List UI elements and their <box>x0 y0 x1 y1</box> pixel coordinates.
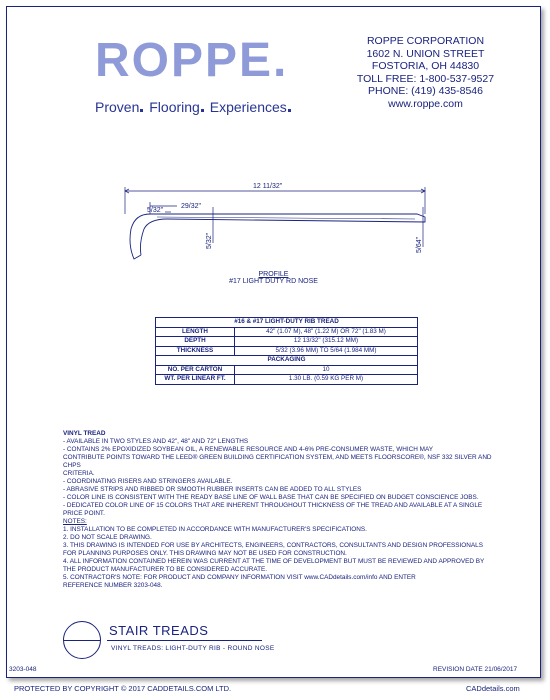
table-row <box>156 327 418 337</box>
list-item: FOR PLANNING PURPOSES ONLY. THIS DRAWING MAY NOT BE USED FOR CONSTRUCTION. <box>63 550 347 557</box>
spec-value: 12 13/32" (315.12 MM) <box>235 337 418 347</box>
tagline-word-3: Experiences <box>209 99 287 115</box>
packaging-header: PACKAGING <box>156 356 418 366</box>
dim-nose-depth: 29/32" <box>181 203 202 210</box>
company-tollfree: TOLL FREE: 1-800-537-9527 <box>356 72 495 85</box>
list-item: - AVAILABLE IN TWO STYLES AND 42", 48" AND 72" LENGTHS <box>63 438 249 445</box>
list-item: 5. CONTRACTOR'S NOTE: FOR PRODUCT AND COMPANY INFORMATION VISIT www.CADdetails.com/info AND ENTER <box>63 574 416 581</box>
company-street: 1602 N. UNION STREET <box>366 47 485 60</box>
table-row <box>156 346 418 356</box>
title-circle-icon <box>63 621 101 659</box>
company-name: ROPPE CORPORATION <box>366 35 485 47</box>
vinyl-heading: VINYL TREAD <box>63 430 106 437</box>
table-row <box>156 365 418 375</box>
list-item: REFERENCE NUMBER 3203-048. <box>63 582 163 589</box>
list-item: THE PRODUCT MANUFACTURER TO BE CONSIDERED ACCURATE. <box>63 566 268 573</box>
sheet-number: 3203-048 <box>9 666 37 673</box>
profile-drawing <box>7 7 540 269</box>
list-item: - COLOR LINE IS CONSISTENT WITH THE READY BASE LINE OF WALL BASE THAT CAN BE SPECIFIED ON BUDGET CONSCIENCE JOBS. <box>63 494 479 501</box>
list-item: - ABRASIVE STRIPS AND RIBBED OR SMOOTH RUBBER INSERTS CAN BE ADDED TO ALL STYLES <box>63 486 362 493</box>
profile-caption <box>7 271 540 285</box>
drawing-subtitle: VINYL TREADS: LIGHT-DUTY RIB - ROUND NOSE <box>111 645 275 652</box>
list-item: - COORDINATING RISERS AND STRINGERS AVAILABLE. <box>63 478 233 485</box>
copyright-notice: PROTECTED BY COPYRIGHT © 2017 CADDETAILS.COM LTD. <box>14 684 232 693</box>
dim-nose-thickness: 5/32" <box>147 207 164 214</box>
spec-label: THICKNESS <box>156 346 235 356</box>
company-city: FOSTORIA, OH 44830 <box>371 60 480 72</box>
list-item: - CONTAINS 2% EPOXIDIZED SOYBEAN OIL, A RENEWABLE RESOURCE AND 4-6% PRE-CONSUMER WASTE, WHICH MAY <box>63 446 434 453</box>
list-item: 1. INSTALLATION TO BE COMPLETED IN ACCORDANCE WITH MANUFACTURER'S SPECIFICATIONS. <box>63 526 367 533</box>
revision-date: REVISION DATE 21/06/2017 <box>433 666 518 673</box>
notes-heading: NOTES: <box>63 518 87 525</box>
spec-label: LENGTH <box>156 327 235 337</box>
spec-value: 1.30 LB. (0.59 KG PER M) <box>235 375 418 385</box>
notes-block <box>63 430 503 590</box>
table-row <box>156 337 418 347</box>
dim-right-height: 5/64" <box>416 236 423 253</box>
list-item: - DEDICATED COLOR LINE OF 15 COLORS THAT ARE INHERENT THROUGHOUT THICKNESS OF THE TREAD AND AVAILABLE AT A SINGLE <box>63 502 483 509</box>
title-underline <box>107 640 262 641</box>
list-item: CONTRIBUTE POINTS TOWARD THE LEED® GREEN BUILDING CERTIFICATION SYSTEM, AND MEETS FLOORSCORE®, NSF 332 SILVER AND CHPS <box>63 454 492 469</box>
list-item: 2. DO NOT SCALE DRAWING. <box>63 534 152 541</box>
spec-label: WT. PER LINEAR FT. <box>156 375 235 385</box>
drawing-sheet <box>6 6 541 678</box>
profile-label: PROFILE <box>258 271 289 278</box>
company-phone: PHONE: (419) 435-8546 <box>368 85 483 97</box>
tagline-word-2: Flooring <box>149 99 200 115</box>
spec-value: 42" (1.07 M), 48" (1.22 M) OR 72" (1.83 M) <box>235 327 418 337</box>
spec-table-header: #16 & #17 LIGHT-DUTY RIB TREAD <box>156 318 418 328</box>
spec-value: 5/32 (3.96 MM) TO 5/64 (1.984 MM) <box>235 346 418 356</box>
spec-label: DEPTH <box>156 337 235 347</box>
spec-label: NO. PER CARTON <box>156 365 235 375</box>
list-item: PRICE POINT. <box>63 510 105 517</box>
logo-text: ROPPE <box>95 34 274 87</box>
dim-overall-length: 12 11/32" <box>253 183 283 190</box>
logo-dot: . <box>273 34 289 87</box>
table-row <box>156 375 418 385</box>
tagline-word-1: Proven <box>95 99 140 115</box>
profile-name: #17 LIGHT DUTY RD NOSE <box>229 278 318 285</box>
spec-table <box>155 317 418 385</box>
company-web[interactable]: www.roppe.com <box>388 97 463 110</box>
caddetails-link[interactable]: CADdetails.com <box>466 684 520 693</box>
drawing-title: STAIR TREADS <box>109 623 209 638</box>
dim-left-height: 5/32" <box>206 232 213 249</box>
list-item: 3. THIS DRAWING IS INTENDED FOR USE BY ARCHITECTS, ENGINEERS, CONTRACTORS, CONSULTANTS AND DESIGN PROFESSIONALS <box>63 542 483 549</box>
spec-value: 10 <box>235 365 418 375</box>
list-item: CRITERIA. <box>63 470 95 477</box>
list-item: 4. ALL INFORMATION CONTAINED HEREIN WAS CURRENT AT THE TIME OF DEVELOPMENT BUT MUST BE REVIEWED AND APPROVED BY <box>63 558 485 565</box>
